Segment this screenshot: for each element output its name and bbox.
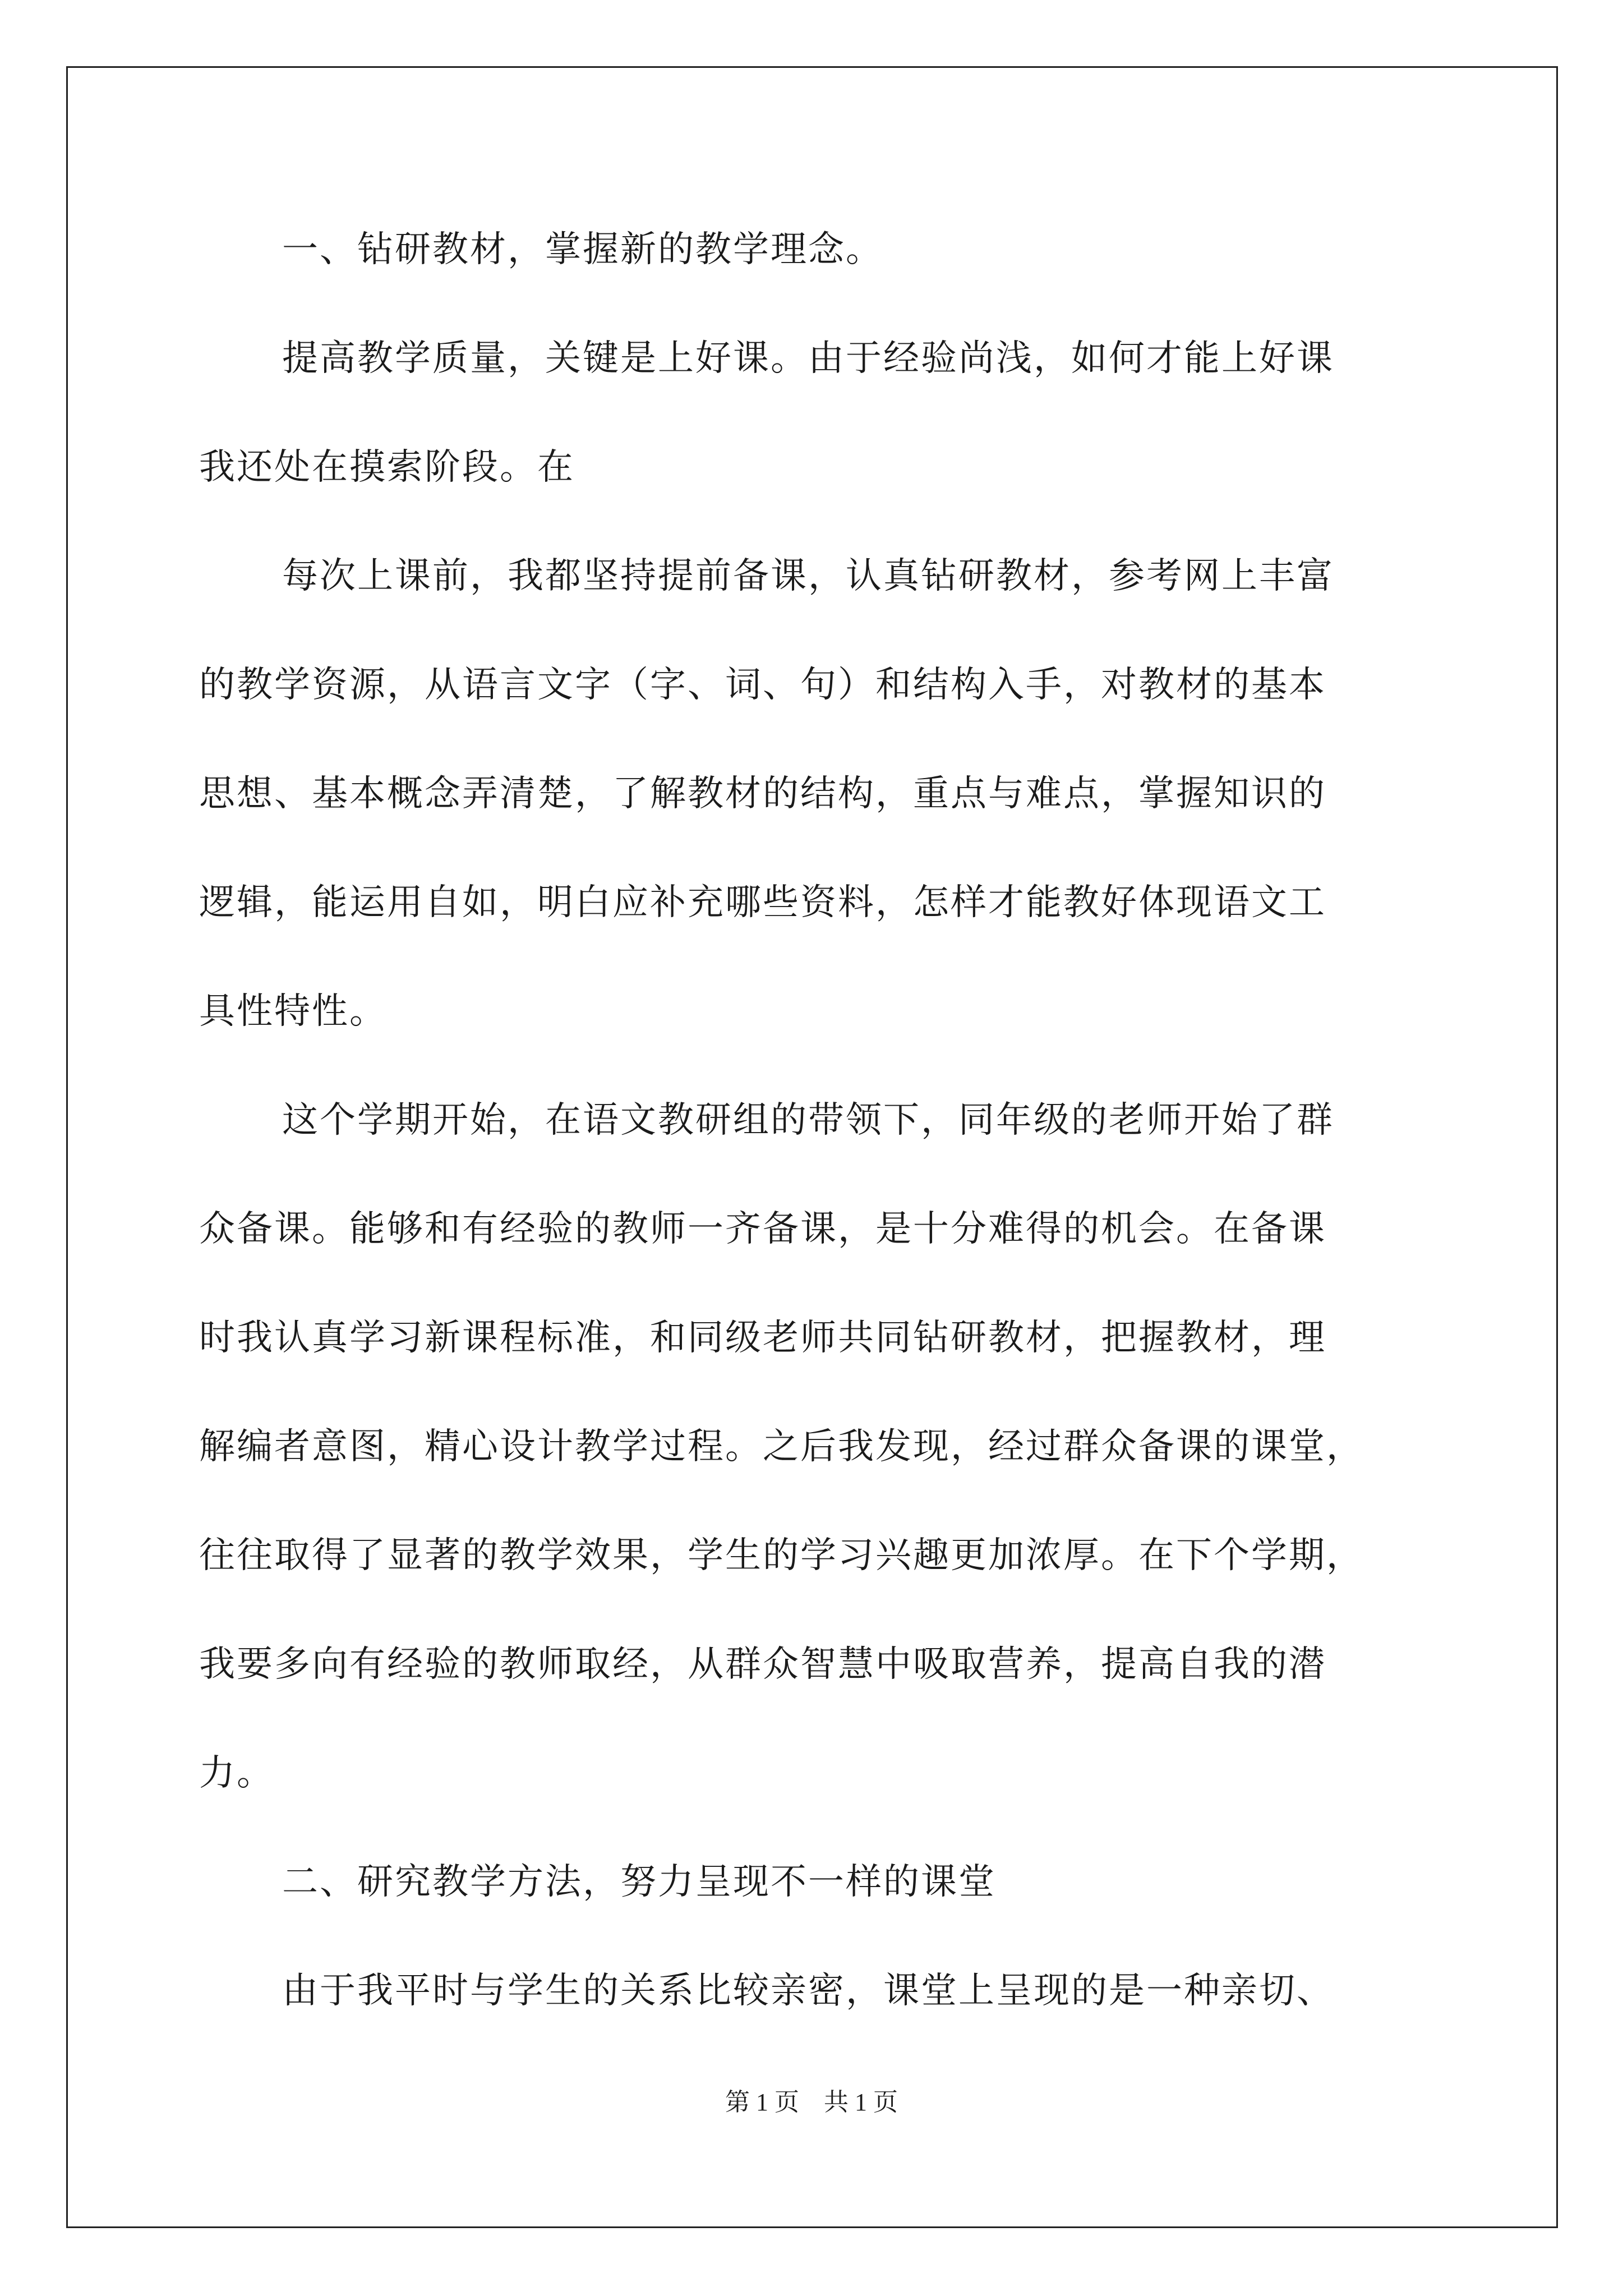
paragraph-line: 时我认真学习新课程标准，和同级老师共同钻研教材，把握教材，理 bbox=[199, 1317, 1326, 1359]
paragraph-line: 思想、基本概念弄清楚，了解教材的结构，重点与难点，掌握知识的 bbox=[199, 773, 1326, 815]
paragraph-line: 这个学期开始，在语文教研组的带领下，同年级的老师开始了群 bbox=[282, 1099, 1334, 1141]
paragraph-line: 具性特性。 bbox=[199, 991, 387, 1032]
paragraph-line: 往往取得了显著的教学效果，学生的学习兴趣更加浓厚。在下个学期， bbox=[199, 1535, 1364, 1576]
paragraph-line: 我还处在摸索阶段。在 bbox=[199, 447, 575, 488]
paragraph-line: 逻辑，能运用自如，明白应补充哪些资料，怎样才能教好体现语文工 bbox=[199, 882, 1326, 923]
page-number-footer: 第 1 页 共 1 页 bbox=[725, 2088, 898, 2116]
paragraph-line: 提高教学质量，关键是上好课。由于经验尚浅，如何才能上好课 bbox=[282, 338, 1334, 379]
heading-1: 一、钻研教材，掌握新的教学理念。 bbox=[282, 229, 883, 270]
paragraph-line: 解编者意图，精心设计教学过程。之后我发现，经过群众备课的课堂， bbox=[199, 1426, 1364, 1467]
paragraph-line: 众备课。能够和有经验的教师一齐备课，是十分难得的机会。在备课 bbox=[199, 1208, 1326, 1250]
paragraph-line: 我要多向有经验的教师取经，从群众智慧中吸取营养，提高自我的潜 bbox=[199, 1644, 1326, 1685]
paragraph-line: 的教学资源，从语言文字（字、词、句）和结构入手，对教材的基本 bbox=[199, 664, 1326, 706]
paragraph-line: 力。 bbox=[199, 1752, 274, 1794]
paragraph-line: 每次上课前，我都坚持提前备课，认真钻研教材，参考网上丰富 bbox=[282, 555, 1334, 597]
paragraph-line: 由于我平时与学生的关系比较亲密，课堂上呈现的是一种亲切、 bbox=[282, 1970, 1334, 2012]
heading-2: 二、研究教学方法，努力呈现不一样的课堂 bbox=[282, 1861, 996, 1903]
